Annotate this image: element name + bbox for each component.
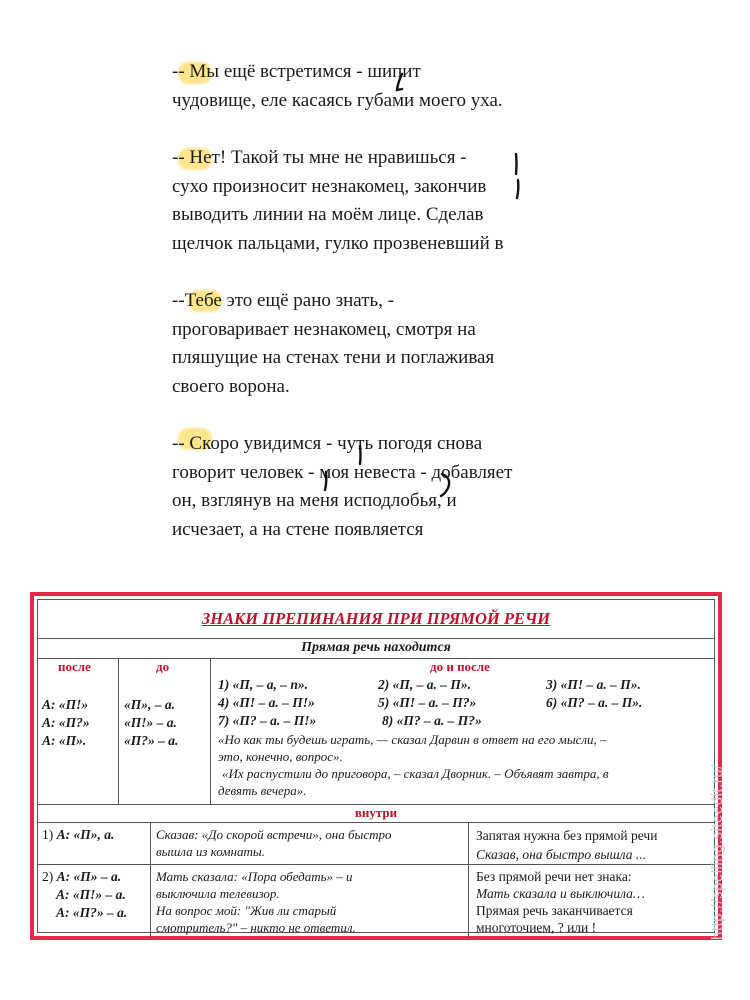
pattern-text: А: «П» – а. [56,869,122,884]
both-examples [218,731,718,799]
inside-row2-example [156,868,356,936]
pattern-text: 4) «П! – а. – П!» [218,695,315,710]
pattern-text: 6) «П? – а. – П». [546,695,643,710]
before-patterns [124,696,178,750]
note-text: Мать сказала и выключила… [476,886,645,901]
note-text: многоточием, ? или ! [476,920,597,935]
text-line: своего ворона. [172,375,290,397]
pattern-text: А: «П!» [42,697,89,712]
paragraph-2 [172,144,592,258]
text-line: -- Мы ещё встретимся - шипит [172,61,421,82]
pattern-text: 7) «П? – а. – П!» [218,713,317,728]
inside-row1-pattern [42,826,114,844]
text-line: --Тебе это ещё рано знать, - [172,290,395,311]
note-text: Запятая нужна без прямой речи [476,828,658,843]
after-patterns [42,696,90,750]
inside-row2-patterns [42,868,127,922]
pattern-text: 2) «П, – а. – П». [378,677,471,692]
column-header-after: после [58,659,91,674]
paragraph-1 [172,58,592,115]
note-text: Сказав, она быстро вышла ... [476,847,646,862]
handwritten-comma-mark [320,470,332,494]
note-text: Прямая речь заканчивается [476,903,633,918]
both-patterns [218,676,718,730]
table-title: ЗНАКИ ПРЕПИНАНИЯ ПРИ ПРЯМОЙ РЕЧИ [38,600,714,639]
paragraph-4 [172,430,592,544]
pattern-text: А: «П!» – а. [56,887,126,902]
pattern-text: 3) «П! – а. – П». [546,677,641,692]
example-text: Сказав: «До скорой встречи», она быстро [156,827,392,842]
pattern-text: «П?» – а. [124,733,179,748]
pattern-text: А: «П», а. [56,827,115,842]
text-line: говорит человек - моя невеста - добавляет [172,461,513,483]
example-text: «Их распустили до приговора, – сказал Дворник. – Объявят завтра, в [222,766,609,781]
pattern-text: А: «П?» [42,715,90,730]
column-header-both: до и после [430,659,490,674]
column-divider [468,822,469,938]
pattern-text: «П!» – а. [124,715,177,730]
punctuation-rules-table [30,592,722,940]
paragraph-3 [172,287,592,401]
row-number: 1) [42,827,54,842]
example-text: Мать сказала: «Пора обедать» – и [156,869,353,884]
text-line: чудовище, еле касаясь губами моего уха. [172,89,503,111]
column-header-before: до [156,659,170,674]
pattern-text: 1) «П, – а, – п». [218,677,309,692]
pattern-text: 5) «П! – а. – П?» [378,695,477,710]
pattern-text: «П», – а. [124,697,176,712]
pattern-text: 8) «П? – а. – П?» [382,713,482,728]
text-line: щелчок пальцами, гулко прозвеневший в [172,232,504,254]
column-divider [210,658,211,804]
pattern-text: А: «П». [42,733,87,748]
column-divider [118,658,119,804]
example-text: девять вечера». [218,783,307,798]
example-text: выключила телевизор. [156,886,280,901]
table-subtitle: Прямая речь находится [38,638,714,659]
row-divider [38,864,714,865]
handwritten-comma-mark [392,72,408,94]
text-line: сухо произносит незнакомец, закончив [172,175,487,197]
note-text: Без прямой речи нет знака: [476,869,632,884]
text-line: -- Скоро увидимся - чуть погодя снова [172,433,483,454]
row-number: 2) [42,869,54,884]
inside-row1-note [476,826,657,864]
column-divider [150,822,151,938]
handwritten-comma-mark [438,470,456,500]
row-divider [38,822,714,823]
inside-row2-note [476,868,645,936]
handwritten-comma-mark [510,152,522,178]
handwritten-comma-mark [512,178,524,202]
story-passage [172,58,592,544]
text-line: выводить линии на моём лице. Сделав [172,204,484,225]
text-line: он, взглянув на меня исподлобья, и [172,490,457,511]
inside-header: внутри [354,805,398,820]
example-text: На вопрос мой: "Жив ли старый [156,903,337,918]
text-line: -- Нет! Такой ты мне не нравишься - [172,147,467,168]
handwritten-comma-mark [354,444,366,468]
inside-row1-example [156,826,391,860]
example-text: «Но как ты будешь играть, — сказал Дарвин в ответ на его мысли, – [218,732,607,747]
table-inner-frame [37,599,715,933]
text-line: проговаривает незнакомец, смотря на [172,318,476,340]
pattern-text: А: «П?» – а. [56,905,128,920]
example-text: смотритель?" – никто не ответил. [156,920,356,935]
example-text: это, конечно, вопрос». [218,749,343,764]
text-line: пляшущие на стенах тени и поглаживая [172,347,495,368]
text-line: исчезает, а на стене появляется [172,518,424,540]
example-text: вышла из комнаты. [156,844,265,859]
site-watermark [705,740,735,940]
watermark-text: http://spelling.siteedit.ru/ [709,764,726,940]
